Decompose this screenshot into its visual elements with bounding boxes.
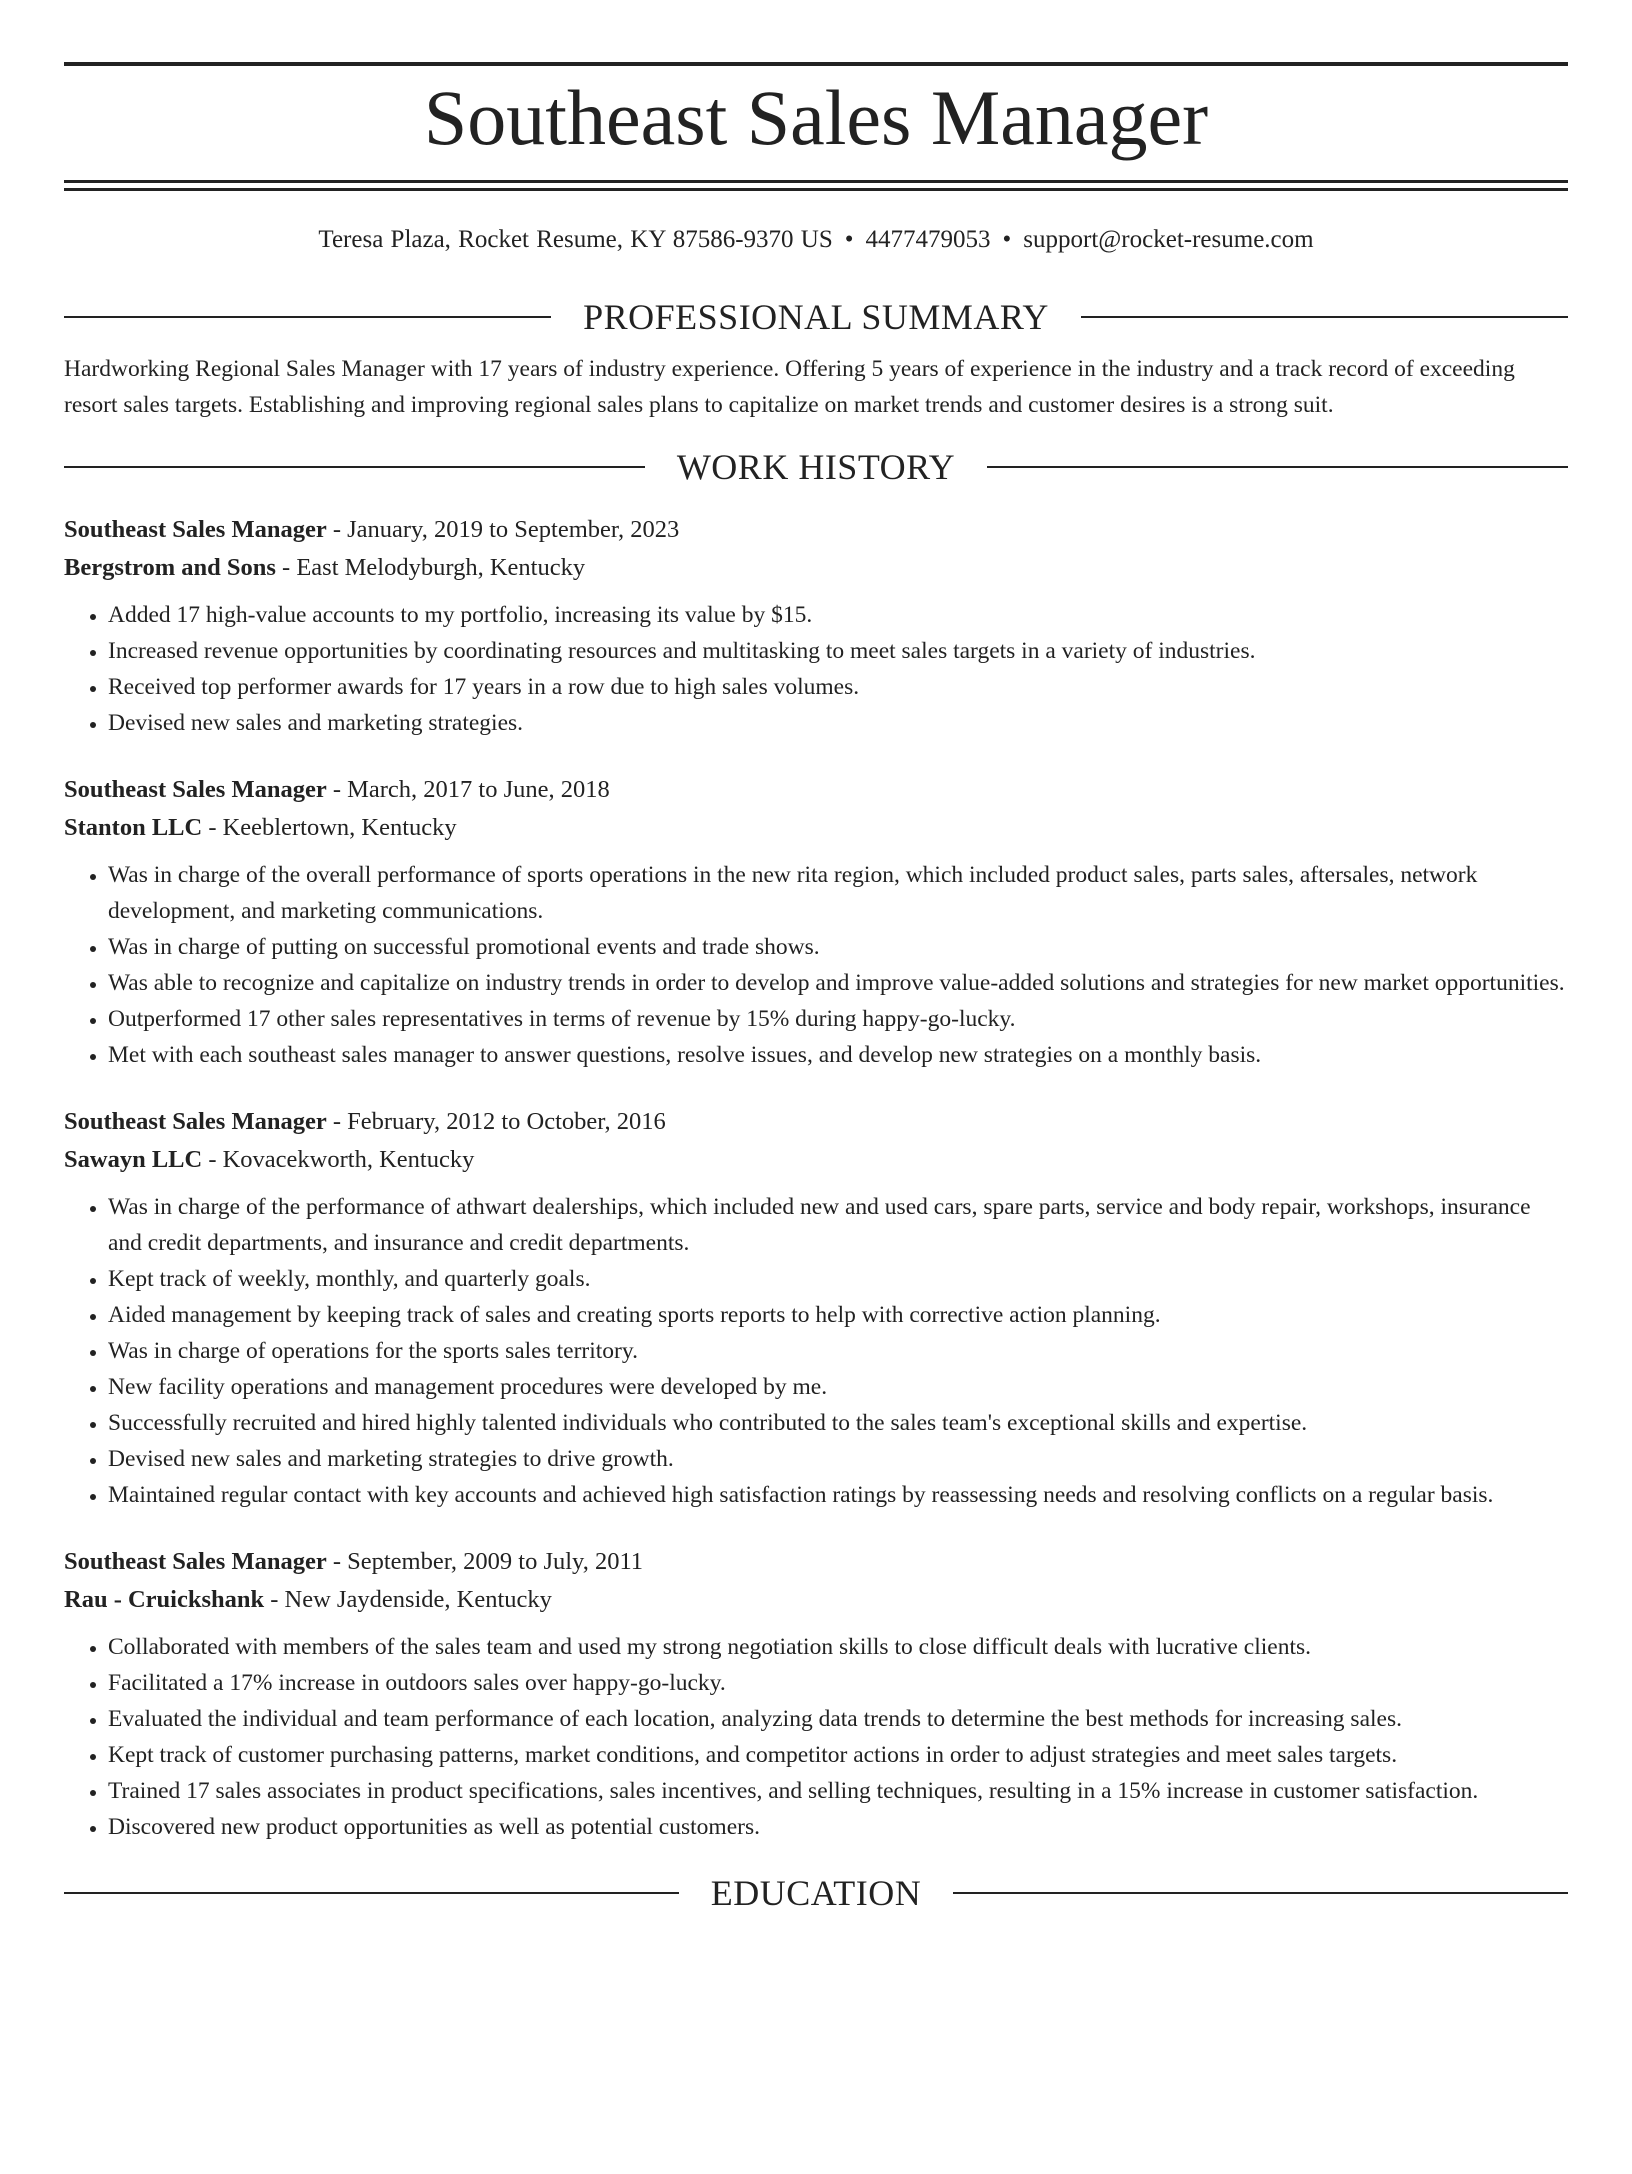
job-title-line: [64, 1543, 1568, 1581]
job-bullet-item: • Aided management by keeping track of sales and creating sports reports to help with corrective action planning.: [108, 1297, 1568, 1333]
job-dates: - January, 2019 to September, 2023: [326, 516, 680, 543]
section-rule-right: [987, 466, 1568, 468]
section-rule-right: [1081, 316, 1568, 318]
job-title: Southeast Sales Manager: [64, 776, 327, 803]
job-bullet-item: • Kept track of customer purchasing patterns, market conditions, and competitor actions in order to adjust strategies and meet sales targets.: [108, 1737, 1568, 1773]
job-dates: - March, 2017 to June, 2018: [326, 776, 610, 803]
job-bullet-item: • Was able to recognize and capitalize on industry trends in order to develop and improve value-added solutions and strategies for new market opportunities.: [108, 965, 1568, 1001]
resume-name: Southeast Sales Manager: [423, 74, 1209, 161]
section-title-education: EDUCATION: [710, 1873, 922, 1913]
job-dates: - September, 2009 to July, 2011: [326, 1548, 644, 1575]
section-title-work-history: WORK HISTORY: [676, 447, 956, 487]
job-entry: [64, 511, 1568, 741]
job-company-line: [64, 1581, 1568, 1619]
job-dates: - February, 2012 to October, 2016: [326, 1108, 666, 1135]
job-company: Stanton LLC: [64, 814, 203, 841]
job-location: - Kovacekworth, Kentucky: [202, 1146, 475, 1173]
job-bullet-item: • Successfully recruited and hired highly talented individuals who contributed to the sales team's exceptional skills and expertise.: [108, 1405, 1568, 1441]
job-entry: [64, 771, 1568, 1073]
job-bullet-item: • Met with each southeast sales manager to answer questions, resolve issues, and develop new strategies on a monthly basis.: [108, 1037, 1568, 1073]
section-header-education: [64, 1871, 1568, 1915]
section-rule-right: [953, 1892, 1568, 1894]
contact-phone: 4477479053: [865, 226, 991, 253]
job-title-line: [64, 1103, 1568, 1141]
job-title-line: [64, 511, 1568, 549]
job-bullets: [64, 1189, 1568, 1513]
resume-page: [0, 62, 1632, 2174]
job-bullet-item: • Evaluated the individual and team performance of each location, analyzing data trends to determine the best methods for increasing sales.: [108, 1701, 1568, 1737]
job-bullet-item: • Discovered new product opportunities as well as potential customers.: [108, 1809, 1568, 1845]
job-entry: [64, 1543, 1568, 1845]
job-bullet-item: • Was in charge of operations for the sports sales territory.: [108, 1333, 1568, 1369]
contact-address: Teresa Plaza, Rocket Resume, KY 87586-9370 US: [318, 226, 833, 253]
job-company-line: [64, 1141, 1568, 1179]
job-bullets: [64, 1629, 1568, 1845]
work-history-list: [64, 511, 1568, 1845]
job-title: Southeast Sales Manager: [64, 1548, 327, 1575]
job-bullet-item: • Kept track of weekly, monthly, and quarterly goals.: [108, 1261, 1568, 1297]
job-title: Southeast Sales Manager: [64, 516, 327, 543]
job-company-line: [64, 809, 1568, 847]
professional-summary-text: Hardworking Regional Sales Manager with 17 years of industry experience. Offering 5 years of experience in the industry and a track record of exceeding resort sales targets. Establishing and improving regional sales plans to capitalize on market trends and customer desires is a strong suit.: [64, 356, 1515, 418]
job-location: - Keeblertown, Kentucky: [202, 814, 457, 841]
job-company: Sawayn LLC: [64, 1146, 203, 1173]
contact-email: support@rocket-resume.com: [1023, 226, 1314, 253]
contact-line: [64, 223, 1568, 257]
job-bullet-item: • Facilitated a 17% increase in outdoors sales over happy-go-lucky.: [108, 1665, 1568, 1701]
contact-separator: •: [844, 226, 854, 253]
section-rule-left: [64, 1892, 679, 1894]
section-header-work-history: [64, 445, 1568, 489]
job-bullet-item: • Was in charge of the overall performance of sports operations in the new rita region, which included product sales, parts sales, aftersales, network development, and marketing communications.: [108, 857, 1568, 929]
job-location: - New Jaydenside, Kentucky: [264, 1586, 552, 1613]
job-bullet-item: • New facility operations and management procedures were developed by me.: [108, 1369, 1568, 1405]
contact-separator: •: [1002, 226, 1012, 253]
job-company: Bergstrom and Sons: [64, 554, 276, 581]
section-rule-left: [64, 316, 551, 318]
job-bullet-item: • Was in charge of putting on successful promotional events and trade shows.: [108, 929, 1568, 965]
job-bullet-item: • Devised new sales and marketing strategies.: [108, 705, 1568, 741]
job-bullet-item: • Increased revenue opportunities by coordinating resources and multitasking to meet sales targets in a variety of industries.: [108, 633, 1568, 669]
job-bullets: [64, 857, 1568, 1073]
job-bullet-item: • Collaborated with members of the sales team and used my strong negotiation skills to close difficult deals with lucrative clients.: [108, 1629, 1568, 1665]
job-bullets: [64, 597, 1568, 741]
job-bullet-item: • Received top performer awards for 17 years in a row due to high sales volumes.: [108, 669, 1568, 705]
job-bullet-item: • Outperformed 17 other sales representatives in terms of revenue by 15% during happy-go-lucky.: [108, 1001, 1568, 1037]
section-rule-left: [64, 466, 645, 468]
job-bullet-item: • Added 17 high-value accounts to my portfolio, increasing its value by $15.: [108, 597, 1568, 633]
header-double-rule: [64, 180, 1568, 191]
job-company: Rau - Cruickshank: [64, 1586, 265, 1613]
job-entry: [64, 1103, 1568, 1513]
section-title-summary: PROFESSIONAL SUMMARY: [583, 297, 1049, 337]
section-header-summary: [64, 295, 1568, 339]
job-bullet-item: • Was in charge of the performance of athwart dealerships, which included new and used cars, spare parts, service and body repair, workshops, insurance and credit departments, and insurance and credit departments.: [108, 1189, 1568, 1261]
job-bullet-item: • Devised new sales and marketing strategies to drive growth.: [108, 1441, 1568, 1477]
job-company-line: [64, 549, 1568, 587]
job-bullet-item: • Trained 17 sales associates in product specifications, sales incentives, and selling techniques, resulting in a 15% increase in customer satisfaction.: [108, 1773, 1568, 1809]
job-title: Southeast Sales Manager: [64, 1108, 327, 1135]
job-bullet-item: • Maintained regular contact with key accounts and achieved high satisfaction ratings by reassessing needs and resolving conflicts on a regular basis.: [108, 1477, 1568, 1513]
job-title-line: [64, 771, 1568, 809]
job-location: - East Melodyburgh, Kentucky: [275, 554, 586, 581]
